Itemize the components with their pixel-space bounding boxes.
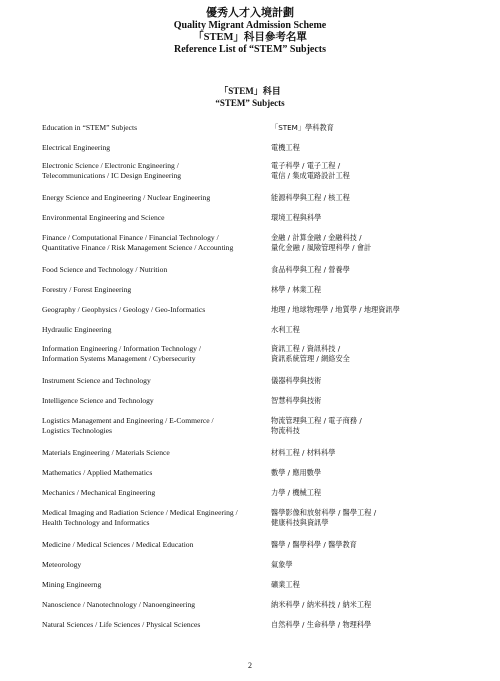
subject-english: Logistics Management and Engineering / E-Commerce / Logistics Technologies bbox=[42, 416, 214, 435]
subject-chinese: 能源科學與工程 / 核工程 bbox=[271, 193, 350, 202]
subject-chinese: 林學 / 林業工程 bbox=[271, 285, 322, 294]
subject-chinese: 儀器科學與技術 bbox=[271, 376, 322, 385]
title-english: Quality Migrant Admission Scheme bbox=[173, 20, 327, 31]
subject-chinese: 電子科學 / 電子工程 / 電信 / 集成電路設計工程 bbox=[271, 161, 350, 180]
subject-english: Instrument Science and Technology bbox=[42, 376, 151, 385]
subject-english: Geography / Geophysics / Geology / Geo-Informatics bbox=[42, 305, 206, 314]
subject-chinese: 水利工程 bbox=[271, 325, 300, 334]
subject-chinese: 自然科學 / 生命科學 / 物理科學 bbox=[271, 620, 372, 629]
subject-english: Mining Engineerng bbox=[42, 580, 102, 589]
subject-chinese: 環境工程與科學 bbox=[271, 213, 322, 222]
subject-chinese: 材料工程 / 材料科學 bbox=[271, 448, 336, 457]
subject-chinese: 力學 / 機械工程 bbox=[271, 488, 322, 497]
subject-english: Electronic Science / Electronic Engineering / Telecommunications / IC Design Engineering bbox=[42, 161, 182, 180]
subject-english: Nanoscience / Nanotechnology / Nanoengineering bbox=[42, 600, 196, 609]
subject-chinese: 納米科學 / 納米科技 / 納米工程 bbox=[271, 600, 372, 609]
subject-english: Hydraulic Engineering bbox=[42, 325, 112, 334]
subject-chinese: 資訊工程 / 資訊科技 / 資訊系統管理 / 網絡安全 bbox=[271, 344, 350, 363]
subject-english: Finance / Computational Finance / Financial Technology / Quantitative Finance / Risk Management Science / Accounting bbox=[42, 233, 234, 252]
subject-english: Meteorology bbox=[42, 560, 82, 569]
subject-english: Forestry / Forest Engineering bbox=[42, 285, 132, 294]
subject-english: Food Science and Technology / Nutrition bbox=[42, 265, 168, 274]
subject-english: Mathematics / Applied Mathematics bbox=[42, 468, 153, 477]
subject-chinese: 醫學影像和放射科學 / 醫學工程 / 健康科技與資訊學 bbox=[271, 508, 377, 527]
subject-chinese: 礦業工程 bbox=[271, 580, 300, 589]
subject-chinese: 氣象學 bbox=[271, 560, 293, 569]
subject-english: Intelligence Science and Technology bbox=[42, 396, 154, 405]
subject-english: Information Engineering / Information Technology / Information Systems Management / Cybersecurity bbox=[42, 344, 201, 363]
subject-chinese: 「STEM」學科教育 bbox=[271, 123, 334, 132]
subtitle-english: Reference List of “STEM” Subjects bbox=[173, 44, 327, 55]
subject-chinese: 智慧科學與技術 bbox=[271, 396, 322, 405]
subject-chinese: 數學 / 應用數學 bbox=[271, 468, 322, 477]
subject-english: Mechanics / Mechanical Engineering bbox=[42, 488, 156, 497]
subject-english: Materials Engineering / Materials Science bbox=[42, 448, 170, 457]
subject-english: Medical Imaging and Radiation Science / Medical Engineering / Health Technology and Informatics bbox=[42, 508, 238, 527]
subtitle-chinese: 「STEM」科目參考名單 bbox=[193, 32, 307, 43]
subject-chinese: 電機工程 bbox=[271, 143, 300, 152]
subject-english: Electrical Engineering bbox=[42, 143, 111, 152]
subject-chinese: 醫學 / 醫學科學 / 醫學教育 bbox=[271, 540, 357, 549]
subject-english: Environmental Engineering and Science bbox=[42, 213, 165, 222]
subject-chinese: 食品科學與工程 / 營養學 bbox=[271, 265, 350, 274]
title-chinese: 優秀人才入境計劃 bbox=[206, 7, 294, 19]
subject-english: Energy Science and Engineering / Nuclear Engineering bbox=[42, 193, 211, 202]
section-heading-english: “STEM” Subjects bbox=[215, 98, 285, 108]
subject-chinese: 金融 / 計算金融 / 金融科技 / 量化金融 / 風險管理科學 / 會計 bbox=[271, 233, 372, 252]
subject-english: Medicine / Medical Sciences / Medical Education bbox=[42, 540, 194, 549]
subject-english: Natural Sciences / Life Sciences / Physical Sciences bbox=[42, 620, 201, 629]
subject-chinese: 地理 / 地球物理學 / 地質學 / 地理資訊學 bbox=[271, 305, 400, 314]
page-number: 2 bbox=[248, 661, 252, 670]
subject-english: Education in “STEM” Subjects bbox=[42, 123, 138, 132]
subject-chinese: 物流管理與工程 / 電子商務 / 物流科技 bbox=[271, 416, 362, 435]
section-heading-chinese: 「STEM」科目 bbox=[219, 86, 281, 96]
